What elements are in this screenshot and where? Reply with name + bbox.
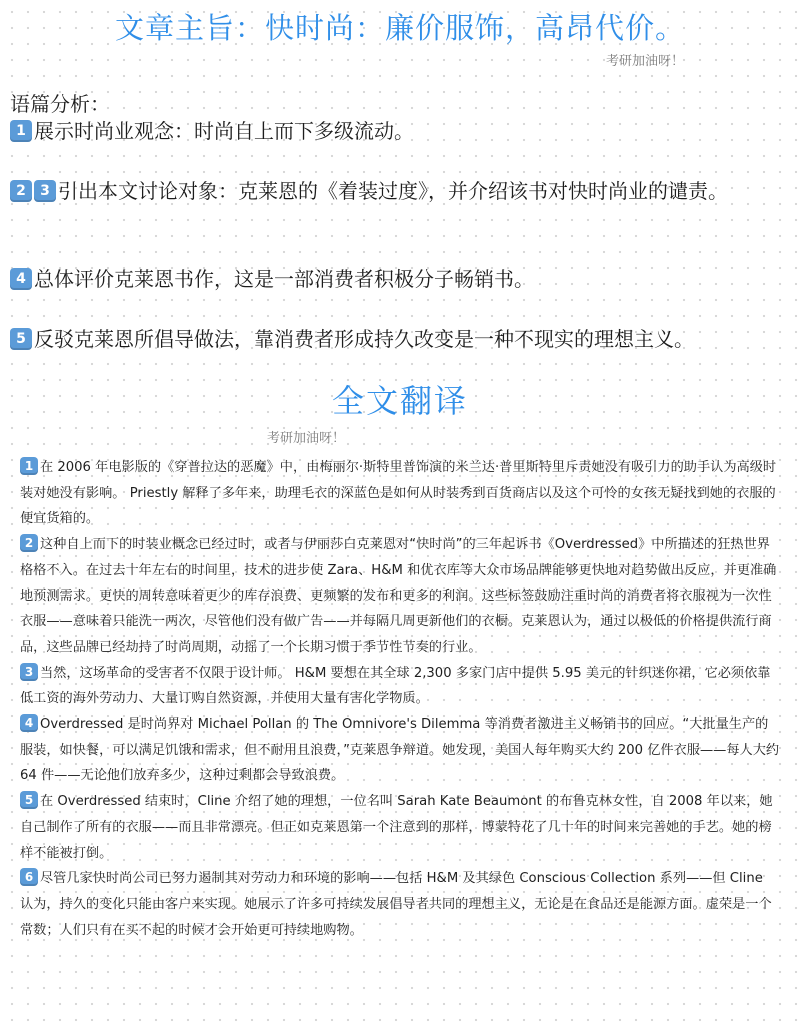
- number-badge-4: 4: [20, 714, 38, 732]
- number-badge-5: 5: [10, 328, 32, 350]
- paragraph-text: 这种自上而下的时装业概念已经过时，或者与伊丽莎白克莱恩对“快时尚”的三年起诉书《Overdressed》中所描述的狂热世界格格不入。在过去十年左右的时间里，技术的进步使 Zara、H&M 和优衣库等大众市场品牌能够更快地对趋势做出反应，并更准确地预测需求。更快的周转意味着更少的库存浪费、更频繁的发布和更多的利润。这些标签鼓励注重时尚的消费者将衣服视为一次性衣服——意味着只能洗一两次，尽管他们没有做广告——并每隔几周更新他们的衣橱。克莱恩认为，通过以极低的价格提供流行商品，这些品牌已经劫持了时尚周期，动摇了一个长期习惯于季节性节奏的行业。: [20, 537, 777, 655]
- main-title: 文章主旨：快时尚：廉价服饰，高昂代价。: [114, 11, 685, 45]
- translation-paragraph-6: [20, 866, 780, 943]
- analysis-item-1: [10, 114, 795, 148]
- number-badge-3: 3: [34, 180, 56, 202]
- paragraph-text: 在 Overdressed 结束时，Cline 介绍了她的理想，一位名叫 Sarah Kate Beaumont 的布鲁克林女性，自 2008 年以来，她自己制作了所有的衣服——而且非常漂亮。但正如克莱恩第一个注意到的那样，博蒙特花了几十年的时间来完善她的手艺。她的榜样不能被打倒。: [20, 794, 773, 861]
- paragraph-text: 在 2006 年电影版的《穿普拉达的恶魔》中，由梅丽尔·斯特里普饰演的米兰达·普里斯特里斥责她没有吸引力的助手认为高级时装对她没有影响。 Priestly 解释了多年来，助理毛衣的深蓝色是如何从时装秀到百货商店以及这个可怜的女孩无疑找到她的衣服的便宜货箱的。: [20, 460, 777, 527]
- paragraph-text: 当然，这场革命的受害者不仅限于设计师。 H&M 要想在其全球 2,300 多家门店中提供 5.95 美元的针织迷你裙，它必须依靠低工资的海外劳动力、大量订购自然资源，并使用大量有害化学物质。: [20, 665, 771, 707]
- analysis-item-2-3: [10, 174, 795, 208]
- translation-paragraph-1: [20, 455, 780, 532]
- analysis-item-text: 展示时尚业观念：时尚自上而下多级流动。: [34, 119, 414, 143]
- translation-title: 全文翻译: [331, 382, 468, 420]
- analysis-item-text: 总体评价克莱恩书作，这是一部消费者积极分子畅销书。: [34, 267, 534, 291]
- number-badge-2: 2: [10, 180, 32, 202]
- number-badge-1: 1: [10, 120, 32, 142]
- number-badge-4: 4: [10, 268, 32, 290]
- number-badge-5: 5: [20, 791, 38, 809]
- analysis-item-5: [10, 322, 795, 356]
- number-badge-1: 1: [20, 457, 38, 475]
- paragraph-text: 尽管几家快时尚公司已努力遏制其对劳动力和环境的影响——包括 H&M 及其绿色 Conscious Collection 系列——但 Cline 认为，持久的变化只能由客户来实现。她展示了许多可持续发展倡导者共同的理想主义，无论是在食品还是能源方面。虚荣是一个常数；人们只有在买不起的时候才会开始更可持续地购物。: [20, 871, 772, 938]
- number-badge-2: 2: [20, 534, 38, 552]
- analysis-heading: 语篇分析：: [10, 92, 110, 116]
- analysis-item-4: [10, 262, 795, 296]
- translation-paragraph-3: [20, 661, 780, 712]
- translation-paragraph-5: [20, 789, 780, 866]
- number-badge-3: 3: [20, 663, 38, 681]
- translation-body: [20, 455, 780, 943]
- number-badge-6: 6: [20, 868, 38, 886]
- translation-paragraph-4: [20, 712, 780, 789]
- analysis-item-text: 反驳克莱恩所倡导做法，靠消费者形成持久改变是一种不现实的理想主义。: [34, 327, 694, 351]
- analysis-item-text: 引出本文讨论对象：克莱恩的《着装过度》，并介绍该书对快时尚业的谴责。: [58, 179, 728, 203]
- watermark-middle: 考研加油呀！: [267, 431, 346, 446]
- translation-paragraph-2: [20, 532, 780, 661]
- watermark-top: 考研加油呀！: [606, 54, 685, 69]
- paragraph-text: Overdressed 是时尚界对 Michael Pollan 的 The Omnivore's Dilemma 等消费者激进主义畅销书的回应。“大批量生产的服装，如快餐，可以满足饥饿和需求，但不耐用且浪费，”克莱恩争辩道。她发现，美国人每年购买大约 200 亿件衣服——每人大约 64 件——无论他们放弃多少，这种过剩都会导致浪费。: [20, 717, 780, 784]
